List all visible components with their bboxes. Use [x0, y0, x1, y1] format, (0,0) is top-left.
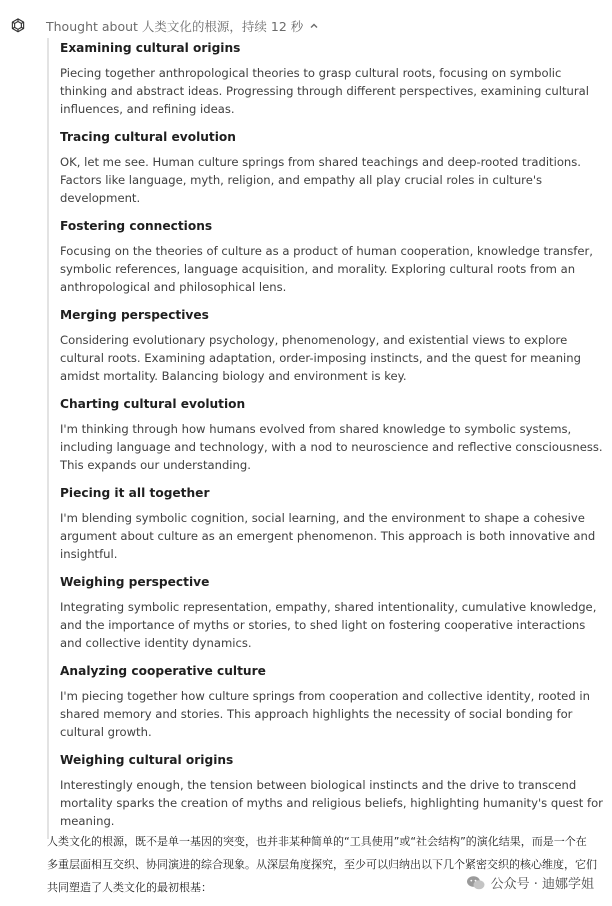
thought-process-block	[47, 38, 605, 839]
thought-header	[8, 14, 319, 38]
thought-section-title: Merging perspectives	[60, 308, 209, 322]
thought-section	[60, 572, 605, 656]
thought-section	[60, 216, 605, 300]
thought-section-title: Analyzing cooperative culture	[60, 664, 266, 678]
thought-section	[60, 483, 605, 567]
thought-section-body: OK, let me see. Human culture springs from shared teachings and deep-rooted traditions. Factors like language, myth, religion, and empathy all play crucial roles in culture's development.	[60, 155, 581, 205]
chevron-up-icon	[309, 21, 319, 31]
watermark	[462, 871, 598, 894]
thought-toggle-button[interactable]	[46, 17, 319, 35]
thought-section	[60, 394, 605, 478]
thought-section-title: Examining cultural origins	[60, 41, 241, 55]
thought-section	[60, 305, 605, 389]
thought-section	[60, 38, 605, 122]
thought-section-title: Weighing cultural origins	[60, 753, 234, 767]
thought-section-body: I'm thinking through how humans evolved from shared knowledge to symbolic systems, including language and technology, with a nod to neuroscience and reflective consciousness. This expands our understanding.	[60, 422, 603, 472]
thought-section	[60, 661, 605, 745]
thought-section-body: I'm blending symbolic cognition, social learning, and the environment to shape a cohesive argument about culture as an emergent phenomenon. This approach is both innovative and insightful.	[60, 511, 596, 561]
thought-section-body: Focusing on the theories of culture as a product of human cooperation, knowledge transfer, symbolic references, language acquisition, and morality. Exploring cultural roots from an anthropological and philosophical lens.	[60, 244, 593, 294]
thought-section-title: Piecing it all together	[60, 486, 210, 500]
answer-paragraph: 人类文化的根源，既不是单一基因的突变，也并非某种简单的“工具使用”或“社会结构”的演化结果，而是一个在多重层面相互交织、协同演进的综合现象。从深层角度探究，至少可以归纳出以下几个紧密交织的核心维度，它们共同塑造了人类文化的最初根基：	[47, 835, 597, 894]
thought-section-title: Fostering connections	[60, 219, 213, 233]
thought-section-title: Weighing perspective	[60, 575, 210, 589]
thought-section-title: Charting cultural evolution	[60, 397, 246, 411]
wechat-icon	[466, 875, 486, 891]
thought-section-body: Piecing together anthropological theories to grasp cultural roots, focusing on symbolic thinking and abstract ideas. Progressing through different perspectives, examining cultural influences, and refining ideas.	[60, 66, 589, 116]
thought-section-title: Tracing cultural evolution	[60, 130, 236, 144]
thought-section	[60, 750, 605, 834]
thought-section-body: Interestingly enough, the tension between biological instincts and the drive to transcend mortality sparks the creation of myths and religious beliefs, highlighting humanity's quest for meaning.	[60, 778, 603, 828]
thought-section-body: Considering evolutionary psychology, phenomenology, and existential views to explore cultural roots. Examining adaptation, order-imposing instincts, and the quest for meaning amidst mortality. Balancing biology and environment is key.	[60, 333, 581, 383]
thought-toggle-label: Thought about 人类文化的根源，持续 12 秒	[46, 19, 304, 34]
chatgpt-logo-icon	[8, 16, 28, 36]
thought-section	[60, 127, 605, 211]
thought-section-body: Integrating symbolic representation, empathy, shared intentionality, cumulative knowledge, and the importance of myths or stories, to shed light on fostering cooperative interactions and collective identity dynamics.	[60, 600, 597, 650]
watermark-text: 公众号 · 迪娜学姐	[490, 877, 594, 892]
thought-section-body: I'm piecing together how culture springs from cooperation and collective identity, rooted in shared memory and stories. This approach highlights the necessity of social bonding for cultural growth.	[60, 689, 590, 739]
